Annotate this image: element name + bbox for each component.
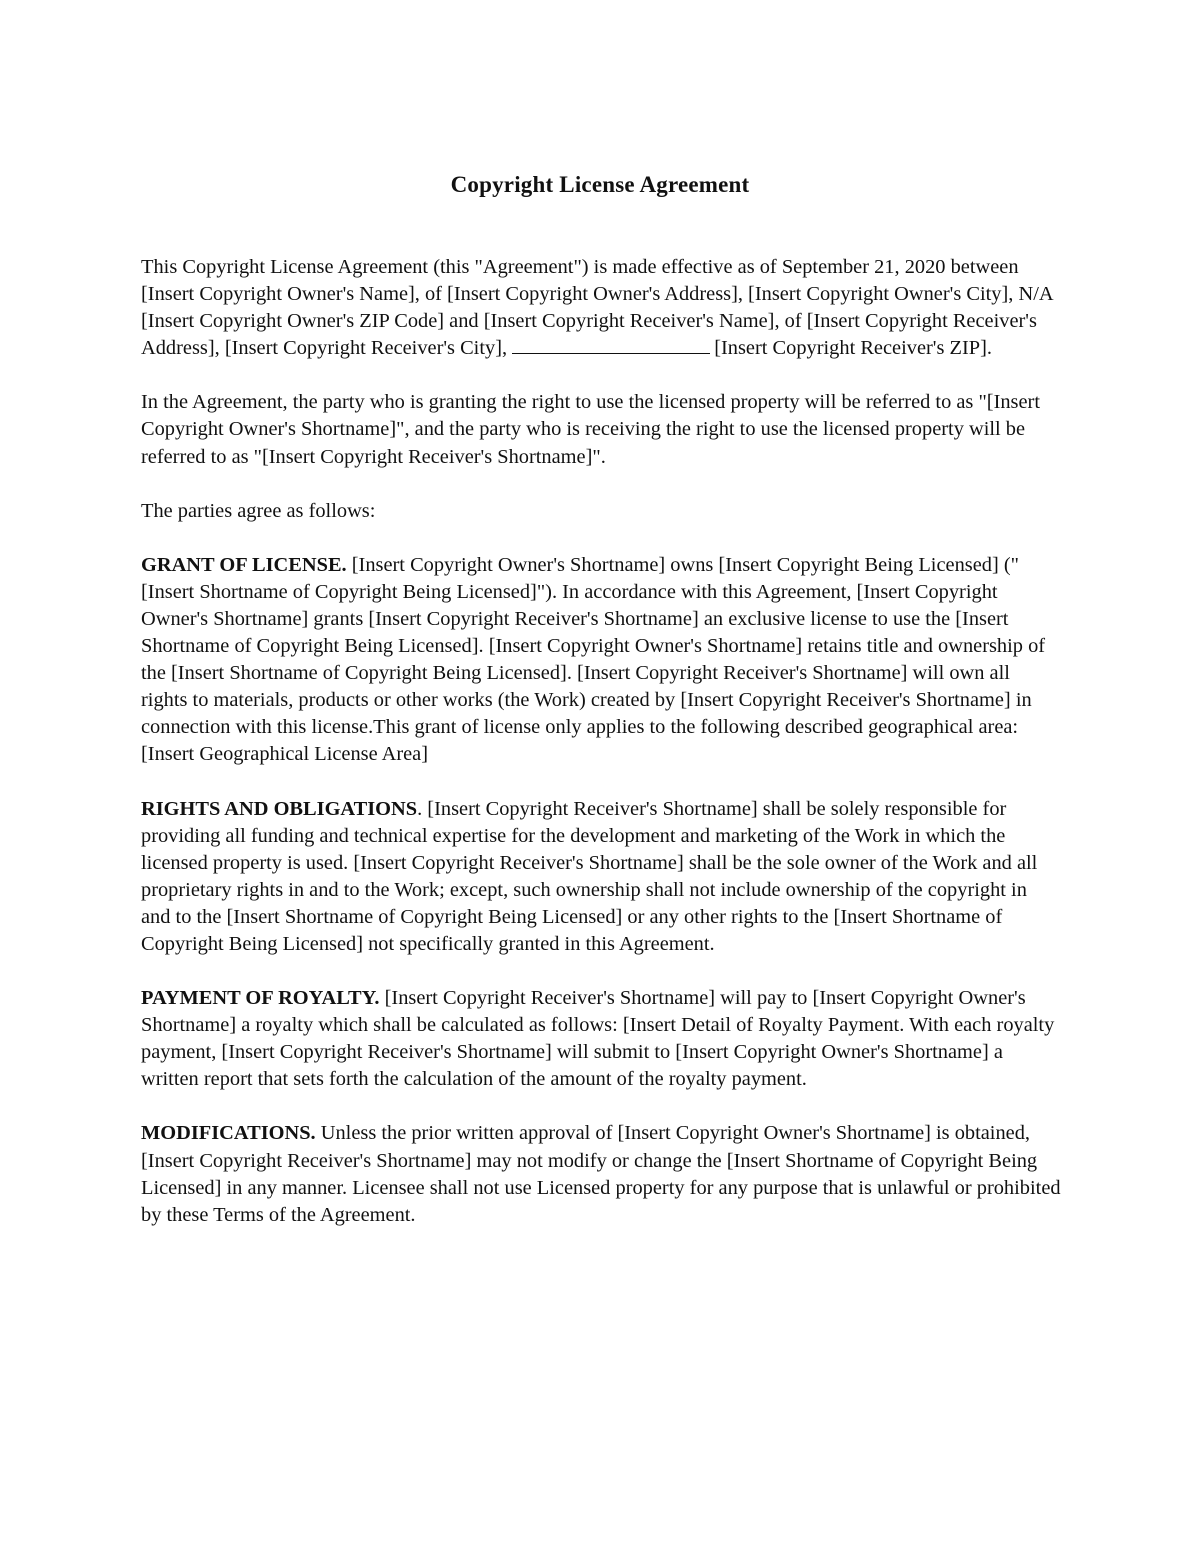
section-payment-of-royalty bbox=[141, 985, 1061, 1093]
document-title: Copyright License Agreement bbox=[450, 172, 750, 197]
zip-blank-line bbox=[512, 335, 710, 354]
agreement-lead-paragraph: The parties agree as follows: bbox=[141, 499, 376, 522]
document-body bbox=[141, 254, 1061, 1256]
section-rights-and-obligations bbox=[141, 796, 1061, 959]
section-text: . [Insert Copyright Receiver's Shortname] shall be solely responsible for providing all funding and technical expertise for the development and marketing of the Work in which the licensed property is used. [Insert Copyright Receiver's Shortname] shall be the sole owner of the Work and all proprietary rights in and to the Work; except, such ownership shall not include ownership of the copyright in and to the [Insert Shortname of Copyright Being Licensed] or any other rights to the [Insert Shortname of Copyright Being Licensed] not specifically granted in this Agreement. bbox=[141, 797, 1038, 955]
definitions-paragraph: In the Agreement, the party who is granting the right to use the licensed property will be referred to as "[Insert Copyright Owner's Shortname]", and the party who is receiving the right to use the licensed property will be referred to as "[Insert Copyright Receiver's Shortname]". bbox=[141, 391, 1040, 468]
intro-text: This Copyright License Agreement (this "Agreement") is made effective as of September 21, 2020 between [Insert Copyright Owner's Name], of [Insert Copyright Owner's Address], [Insert Copyright Owner's City], N/A [Insert Copyright Owner's ZIP Code] and [Insert Copyright Receiver's Name], of [Insert Copyright Receiver's Address], [Insert Copyright Receiver's City], bbox=[141, 256, 1053, 360]
section-grant-of-license bbox=[141, 552, 1061, 769]
section-text: [Insert Copyright Owner's Shortname] owns [Insert Copyright Being Licensed] ("[Insert Shortname of Copyright Being Licensed]"). In accordance with this Agreement, [Insert Copyright Owner's Shortname] grants [Insert Copyright Receiver's Shortname] an exclusive license to use the [Insert Shortname of Copyright Being Licensed]. [Insert Copyright Owner's Shortname] retains title and ownership of the [Insert Shortname of Copyright Being Licensed]. [Insert Copyright Receiver's Shortname] will own all rights to materials, products or other works (the Work) created by [Insert Copyright Receiver's Shortname] in connection with this license.This grant of license only applies to the following described geographical area: [Insert Geographical License Area] bbox=[141, 553, 1046, 766]
section-heading: RIGHTS AND OBLIGATIONS bbox=[141, 797, 418, 820]
section-heading: GRANT OF LICENSE. bbox=[141, 553, 347, 576]
intro-paragraph bbox=[141, 254, 1061, 362]
section-text: Unless the prior written approval of [Insert Copyright Owner's Shortname] is obtained, [Insert Copyright Receiver's Shortname] may not modify or change the [Insert Shortname of Copyright Being Licensed] in any manner. Licensee shall not use Licensed property for any purpose that is unlawful or prohibited by these Terms of the Agreement. bbox=[141, 1122, 1061, 1226]
section-heading: PAYMENT OF ROYALTY. bbox=[141, 987, 380, 1010]
section-text: [Insert Copyright Receiver's Shortname] will pay to [Insert Copyright Owner's Shortname] a royalty which shall be calculated as follows: [Insert Detail of Royalty Payment. With each royalty payment, [Insert Copyright Receiver's Shortname] will submit to [Insert Copyright Owner's Shortname] a written report that sets forth the calculation of the amount of the royalty payment. bbox=[141, 987, 1055, 1091]
section-heading: MODIFICATIONS. bbox=[141, 1122, 316, 1145]
section-modifications bbox=[141, 1120, 1061, 1228]
intro-tail-text: [Insert Copyright Receiver's ZIP]. bbox=[714, 337, 992, 360]
